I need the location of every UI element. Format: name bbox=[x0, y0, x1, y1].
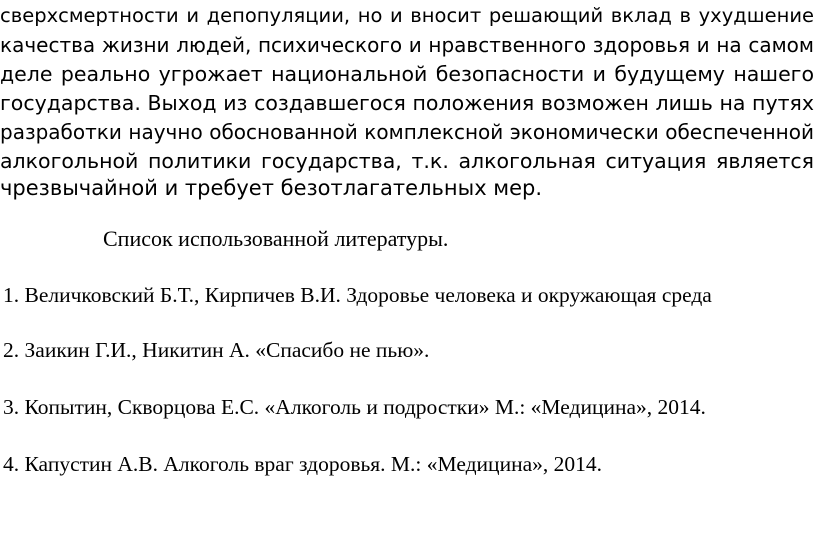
paragraph-line: качества жизни людей, психического и нравственного здоровья и на самом bbox=[0, 33, 814, 57]
reference-item: 3. Копытин, Скворцова Е.С. «Алкоголь и подростки» М.: «Медицина», 2014. bbox=[3, 395, 706, 419]
reference-item: 4. Капустин А.В. Алкоголь враг здоровья. М.: «Медицина», 2014. bbox=[3, 452, 602, 476]
reference-item: 2. Заикин Г.И., Никитин А. «Спасибо не пью». bbox=[3, 338, 430, 362]
paragraph-line: государства. Выход из создавшегося положения возможен лишь на путях bbox=[0, 91, 814, 115]
paragraph-line: чрезвычайной и требует безотлагательных мер. bbox=[0, 176, 543, 200]
paragraph-line: разработки научно обоснованной комплексной экономически обеспеченной bbox=[0, 120, 814, 144]
paragraph-line: алкогольной политики государства, т.к. алкогольная ситуация является bbox=[0, 149, 814, 173]
reference-item: 1. Величковский Б.Т., Кирпичев В.И. Здоровье человека и окружающая среда bbox=[3, 283, 712, 307]
paragraph-line: деле реально угрожает национальной безопасности и будущему нашего bbox=[0, 62, 814, 86]
paragraph-line: сверхсмертности и депопуляции, но и вносит решающий вклад в ухудшение bbox=[0, 4, 814, 27]
references-heading: Список использованной литературы. bbox=[103, 226, 449, 251]
